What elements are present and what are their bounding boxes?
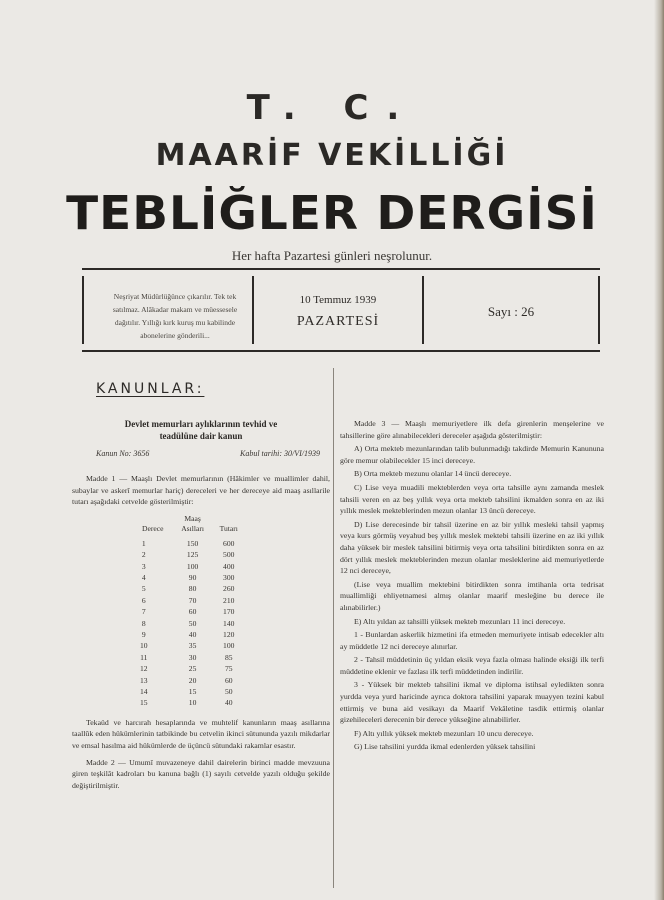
grade-cell: 3	[141, 561, 146, 571]
base-cell: 150	[186, 538, 199, 548]
issue-number: Sayı : 26	[487, 304, 535, 319]
grade-cell: 13	[140, 675, 148, 685]
grade-cell: 9	[141, 630, 146, 640]
law-title-line2: teadülüne dair kanun	[159, 431, 243, 441]
table-row	[140, 663, 248, 674]
column-divider	[333, 368, 334, 888]
base-cell: 35	[188, 641, 197, 651]
amount-cell: 600	[223, 538, 235, 548]
grade-cell: 4	[141, 573, 146, 582]
grade-cell: 11	[140, 652, 148, 662]
table-row	[140, 640, 248, 651]
amount-cell: 400	[223, 561, 235, 571]
amount-cell: 85	[224, 652, 233, 662]
info-box-divider-1	[252, 276, 254, 344]
base-cell: 100	[186, 561, 199, 571]
article-3-paragraph: F) Altı yıllık yüksek mekteb mezunları 10 uncu dereceye.	[354, 728, 534, 738]
article-3-paragraph: C) Lise veya muadili mekteblerden veya orta tahsille aynı zamanda meslek tahsili veren en az beş yıllık veya orta mekteb tahsilini ikmalden sonra en az iki yıllık meslek mekteblerinden mezun olanlar 13 üncü dereceye.	[340, 482, 604, 516]
law-number: Kanun No: 3656	[96, 449, 150, 458]
base-cell: 50	[188, 618, 197, 628]
table-row	[140, 652, 248, 663]
base-cell: 20	[188, 675, 197, 685]
grade-cell: 8	[141, 618, 146, 628]
table-row	[140, 629, 248, 640]
base-cell: 80	[188, 584, 197, 594]
article-3-paragraph: E) Altı yıldan az tahsilli yüksek mekteb mezunları 11 inci dereceye.	[354, 616, 566, 626]
table-row	[140, 572, 248, 583]
publication-note: Neşriyat Müdürlüğünce çıkarılır. Tek tek satılmaz. Alâkadar makam ve müessesele dağıtılır. Yıllığı kırk kuruş mu kabilinde abonelerine gönderili...	[112, 292, 238, 340]
table-row	[140, 549, 248, 560]
table-row	[140, 697, 248, 708]
law-meta	[72, 449, 330, 458]
table-row	[140, 595, 248, 606]
article-3-paragraph: A) Orta mekteb mezunlarından talib bulunmadığı takdirde Memurin Kanununa göre memur olabilecekler 15 inci dereceye.	[340, 444, 604, 465]
issue-info-box	[82, 268, 600, 352]
left-column	[72, 418, 330, 791]
base-cell: 40	[188, 630, 197, 640]
issue-day: PAZARTESİ	[296, 314, 380, 329]
amount-cell: 100	[223, 641, 235, 651]
amount-cell: 140	[223, 618, 235, 628]
grade-cell: 14	[140, 687, 148, 697]
article-3-paragraph: G) Lise tahsilini yurdda ikmal edenlerden yüksek tahsilini	[354, 742, 536, 752]
base-cell: 15	[188, 687, 197, 697]
article-1: Madde 1 — Maaşlı Devlet memurlarının (Hâkimler ve muallimler dahil, subaylar ve askerî memurlar hariç) dereceleri ve her dereceye aid maaş asıllarile tutarı aşağıdaki cetvelde gösterilmiştir:	[72, 474, 330, 507]
amount-cell: 40	[224, 698, 233, 708]
amount-cell: 120	[223, 630, 235, 640]
amount-cell: 170	[223, 607, 235, 617]
amount-cell: 260	[223, 584, 235, 594]
grade-cell: 6	[141, 595, 146, 605]
issue-date: 10 Temmuz 1939	[299, 294, 377, 306]
right-column	[340, 418, 604, 755]
masthead-journal-title: TEBLİĞLER DERGİSİ	[66, 186, 598, 240]
table-header-grade: Derece	[142, 523, 164, 533]
info-box-divider-2	[422, 276, 424, 344]
table-row	[140, 606, 248, 617]
amount-cell: 210	[223, 595, 235, 605]
amount-cell: 75	[224, 664, 233, 674]
amount-cell: 60	[224, 675, 233, 685]
amount-cell: 300	[223, 573, 235, 582]
amount-cell: 50	[224, 687, 233, 697]
salary-table-body	[140, 538, 248, 709]
base-cell: 30	[188, 652, 197, 662]
base-cell: 70	[188, 595, 197, 605]
article-3-paragraph: D) Lise derecesinde bir tahsil üzerine en az bir yıllık mesleki tahsil yapmış veya kurs görmüş veyahud beş yıllık meslek mektebi tahsili üzerine en az iki yıllık daha yüksek bir meslek tahsilini bitirmiş veya orta tahsilini bitirdikten sonra en az dört yıllık meslek mekteblerinden mezun olanlar mesleklerine aid memuriyetlerde 12 nci dereceye,	[340, 519, 604, 576]
amount-cell: 500	[223, 550, 235, 560]
base-cell: 10	[188, 698, 197, 708]
grade-cell: 2	[141, 550, 146, 560]
info-box-right-rule	[598, 276, 600, 344]
table-header-amount: Tutarı	[219, 523, 238, 533]
base-cell: 25	[188, 664, 197, 674]
article-3-paragraph: (Lise veya muallim mektebini bitirdikten sonra imtihanla orta tedrisat muallimliği ehliyetnamesi almış olanlar maarif mesleğine bu derece ile alınabilirler.)	[340, 579, 604, 612]
article-3-paragraph: 1 - Bunlardan askerlik hizmetini ifa etmeden memuriyete intisab edecekler altı ay müddetle 12 nci dereceye alınırlar.	[340, 630, 604, 651]
grade-cell: 7	[141, 607, 146, 617]
law-title	[72, 418, 330, 442]
grade-cell: 10	[140, 641, 148, 651]
base-cell: 90	[188, 573, 197, 582]
grade-cell: 12	[140, 664, 148, 674]
table-note: Tekaüd ve harcırah hesaplarında ve muhtelif kanunların maaş asıllarına taallûk eden hükümlerinin tatbikinde bu cetvelin ikinci sütununda yazılı mikdarlar ve emsal hasılma aid hükümlerde de üçüncü sütundaki rakamlar esastır.	[72, 717, 330, 751]
page-edge-shadow	[654, 0, 664, 900]
law-accepted-date: Kabul tarihi: 30/VI/1939	[240, 449, 320, 458]
article-3-paragraph: Madde 3 — Maaşlı memuriyetlere ilk defa girenlerin menşelerine ve tahsillerine göre alınabilecekleri dereceler aşağıda gösterilmiştir:	[340, 419, 604, 440]
table-header-base: Maaş Asılları	[181, 513, 204, 533]
section-heading: KANUNLAR:	[96, 381, 205, 397]
table-row	[140, 583, 248, 594]
publication-schedule: Her hafta Pazartesi günleri neşrolunur.	[231, 248, 433, 263]
base-cell: 60	[188, 607, 197, 617]
masthead-tc: T. C.	[246, 88, 418, 128]
info-box-left-rule	[82, 276, 84, 344]
table-row	[140, 675, 248, 686]
article-3-paragraph: 2 - Tahsil müddetinin üç yıldan eksik veya fazla olması halinde eksiği ilk terfi müddetine eklenir ve fazlası ilk terfi müddetinden indirilir.	[340, 655, 604, 676]
table-row	[140, 538, 248, 549]
article-3-paragraph: B) Orta mekteb mezunu olanlar 14 üncü dereceye.	[354, 469, 512, 479]
article-3-paragraph: 3 - Yüksek bir mekteb tahsilini ikmal ve diploma istihsal eyledikten sonra yurdda veya yurd haricinde ayrıca doktora tahsilini yaparak muayyen tezini kabul ettirmiş ve buna aid vesikayı da Maarif Vekâletine tasdik ettirmiş olanlar gizehileceleri derecenin bir derece yükseğine alınabilirler.	[340, 680, 604, 725]
salary-table	[140, 514, 248, 709]
law-title-line1: Devlet memurları aylıklarının tevhid ve	[124, 419, 278, 429]
grade-cell: 15	[140, 698, 148, 708]
table-row	[140, 686, 248, 697]
article-2: Madde 2 — Umumî muvazeneye dahil dairelerin birinci madde mevzuuna giren teşkilât kadroları bu kanuna bağlı (1) sayılı cetvelde yazılı olduğu şekilde değiştirilmiştir.	[72, 757, 330, 790]
grade-cell: 5	[141, 584, 146, 594]
table-row	[140, 618, 248, 629]
table-row	[140, 561, 248, 572]
masthead-ministry: MAARİF VEKİLLİĞİ	[155, 138, 509, 173]
grade-cell: 1	[141, 538, 146, 548]
base-cell: 125	[186, 550, 199, 560]
